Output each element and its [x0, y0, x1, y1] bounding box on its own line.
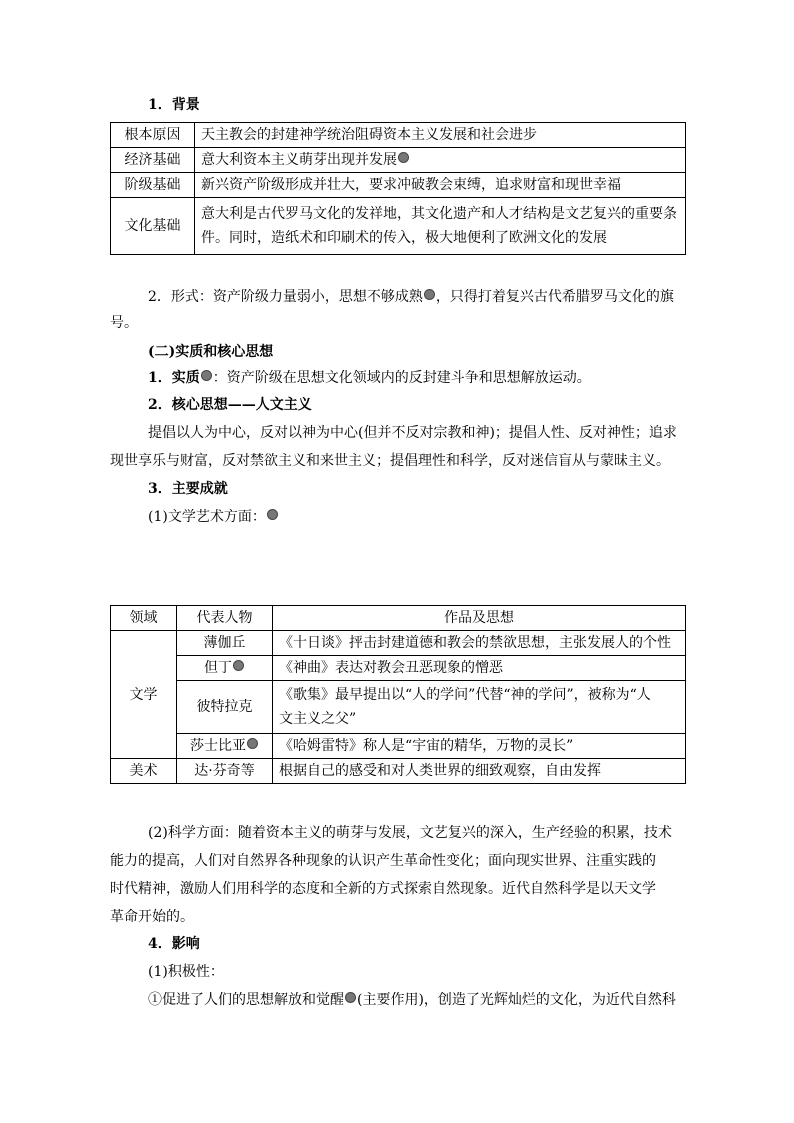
- table-row: [111, 734, 686, 759]
- annotation-marker-icon: [345, 992, 356, 1003]
- text-span: ：资产阶级在思想文化领域内的反封建斗争和思想解放运动。: [212, 370, 591, 386]
- table-row: [111, 631, 686, 656]
- annotation-marker-icon: [424, 289, 435, 300]
- row-text-line: 天主教会的封建神学统治阻碍资本主义发展和社会进步: [201, 127, 537, 143]
- work-cell: 根据自己的感受和对人类世界的细致观察，自由发挥: [273, 759, 686, 784]
- work-cell: 《神曲》表达对教会丑恶现象的憎恶: [273, 656, 686, 681]
- row-label: 根本原因: [111, 123, 195, 148]
- row-text: [195, 123, 686, 148]
- row-label: 文化基础: [111, 198, 195, 255]
- table-header-row: [111, 606, 686, 631]
- field-cell: 文学: [111, 631, 177, 759]
- text-span: 2．形式：资产阶级力量弱小，思想不够成熟: [148, 289, 423, 305]
- text-span: 1．实质: [148, 370, 200, 386]
- row-text-line: 新兴资产阶级形成并壮大，要求冲破教会束缚，追求财富和现世幸福: [201, 177, 621, 193]
- core-heading: 2．核心思想——人文主义: [148, 397, 312, 413]
- science-line: 时代精神，激励人们用科学的态度和全新的方式探索自然现象。近代自然科学是以天文学: [110, 881, 656, 897]
- work-cell: 《十日谈》抨击封建道德和教会的禁欲思想，主张发展人的个性: [273, 631, 686, 656]
- row-text-line: 意大利是古代罗马文化的发祥地，其文化遗产和人才结构是文艺复兴的重要条: [201, 206, 677, 222]
- text-span: ①促进了人们的思想解放和觉醒: [148, 992, 344, 1008]
- person-cell: 薄伽丘: [177, 631, 273, 656]
- impact-heading: 4．影响: [148, 936, 200, 952]
- field-cell: 美术: [111, 759, 177, 784]
- column-header: 作品及思想: [273, 606, 686, 631]
- table-row: [111, 656, 686, 681]
- table-row: [111, 681, 686, 734]
- column-header: 领域: [111, 606, 177, 631]
- science-line: 革命开始的。: [110, 909, 194, 925]
- row-text: [195, 148, 686, 173]
- column-header: 代表人物: [177, 606, 273, 631]
- annotation-marker-icon: [233, 660, 244, 671]
- row-label: 经济基础: [111, 148, 195, 173]
- annotation-marker-icon: [247, 738, 258, 749]
- person-cell: [177, 656, 273, 681]
- row-label: 阶级基础: [111, 173, 195, 198]
- row-text-line: 意大利资本主义萌芽出现并发展: [201, 152, 397, 168]
- form-paragraph-cont: 号。: [110, 315, 138, 331]
- text-span: 莎士比亚: [190, 738, 246, 754]
- work-cell: 《哈姆雷特》称人是“宇宙的精华，万物的灵长”: [273, 734, 686, 759]
- text-span: ，只得打着复兴古代希腊罗马文化的旗: [435, 289, 674, 305]
- form-paragraph: [148, 287, 674, 307]
- table-row: [111, 173, 686, 198]
- table-row: [111, 198, 686, 255]
- person-cell: [177, 734, 273, 759]
- table-row: [111, 148, 686, 173]
- annotation-marker-icon: [398, 152, 409, 163]
- section-heading-essence: (二)实质和核心思想: [148, 344, 274, 360]
- work-line: 《歌集》最早提出以“人的学问”代替“神的学问”，被称为“人: [279, 687, 651, 703]
- literature-heading: [148, 507, 279, 527]
- text-span: 但丁: [204, 660, 232, 676]
- science-line: 能力的提高，人们对自然界各种现象的认识产生革命性变化；面向现实世界、注重实践的: [110, 853, 656, 869]
- work-line: 文主义之父”: [279, 711, 357, 727]
- annotation-marker-icon: [267, 509, 278, 520]
- achievements-table: [110, 605, 686, 784]
- core-line: 现世享乐与财富，反对禁欲主义和来世主义；提倡理性和科学，反对迷信盲从与蒙昧主义。: [110, 453, 670, 469]
- science-line: (2)科学方面：随着资本主义的萌芽与发展，文艺复兴的深入，生产经验的积累，技术: [148, 825, 672, 841]
- person-cell: 达·芬奇等: [177, 759, 273, 784]
- background-table: [110, 122, 686, 255]
- essence-paragraph: [148, 368, 591, 388]
- positive-heading: (1)积极性：: [148, 964, 224, 980]
- positive-line: [148, 990, 676, 1010]
- person-cell: 彼特拉克: [177, 681, 273, 734]
- table-row: [111, 123, 686, 148]
- text-span: (主要作用)，创造了光辉灿烂的文化，为近代自然科: [357, 992, 676, 1008]
- text-span: (1)文学艺术方面：: [148, 509, 266, 525]
- row-text-line: 件。同时，造纸术和印刷术的传入，极大地便利了欧洲文化的发展: [201, 230, 607, 246]
- row-text: [195, 173, 686, 198]
- achievements-heading: 3．主要成就: [148, 481, 228, 497]
- row-text: [195, 198, 686, 255]
- table-row: [111, 759, 686, 784]
- annotation-marker-icon: [201, 370, 212, 381]
- work-cell: [273, 681, 686, 734]
- core-line: 提倡以人为中心，反对以神为中心(但并不反对宗教和神)；提倡人性、反对神性；追求: [148, 425, 677, 441]
- section-title-background: 1．背景: [148, 97, 200, 113]
